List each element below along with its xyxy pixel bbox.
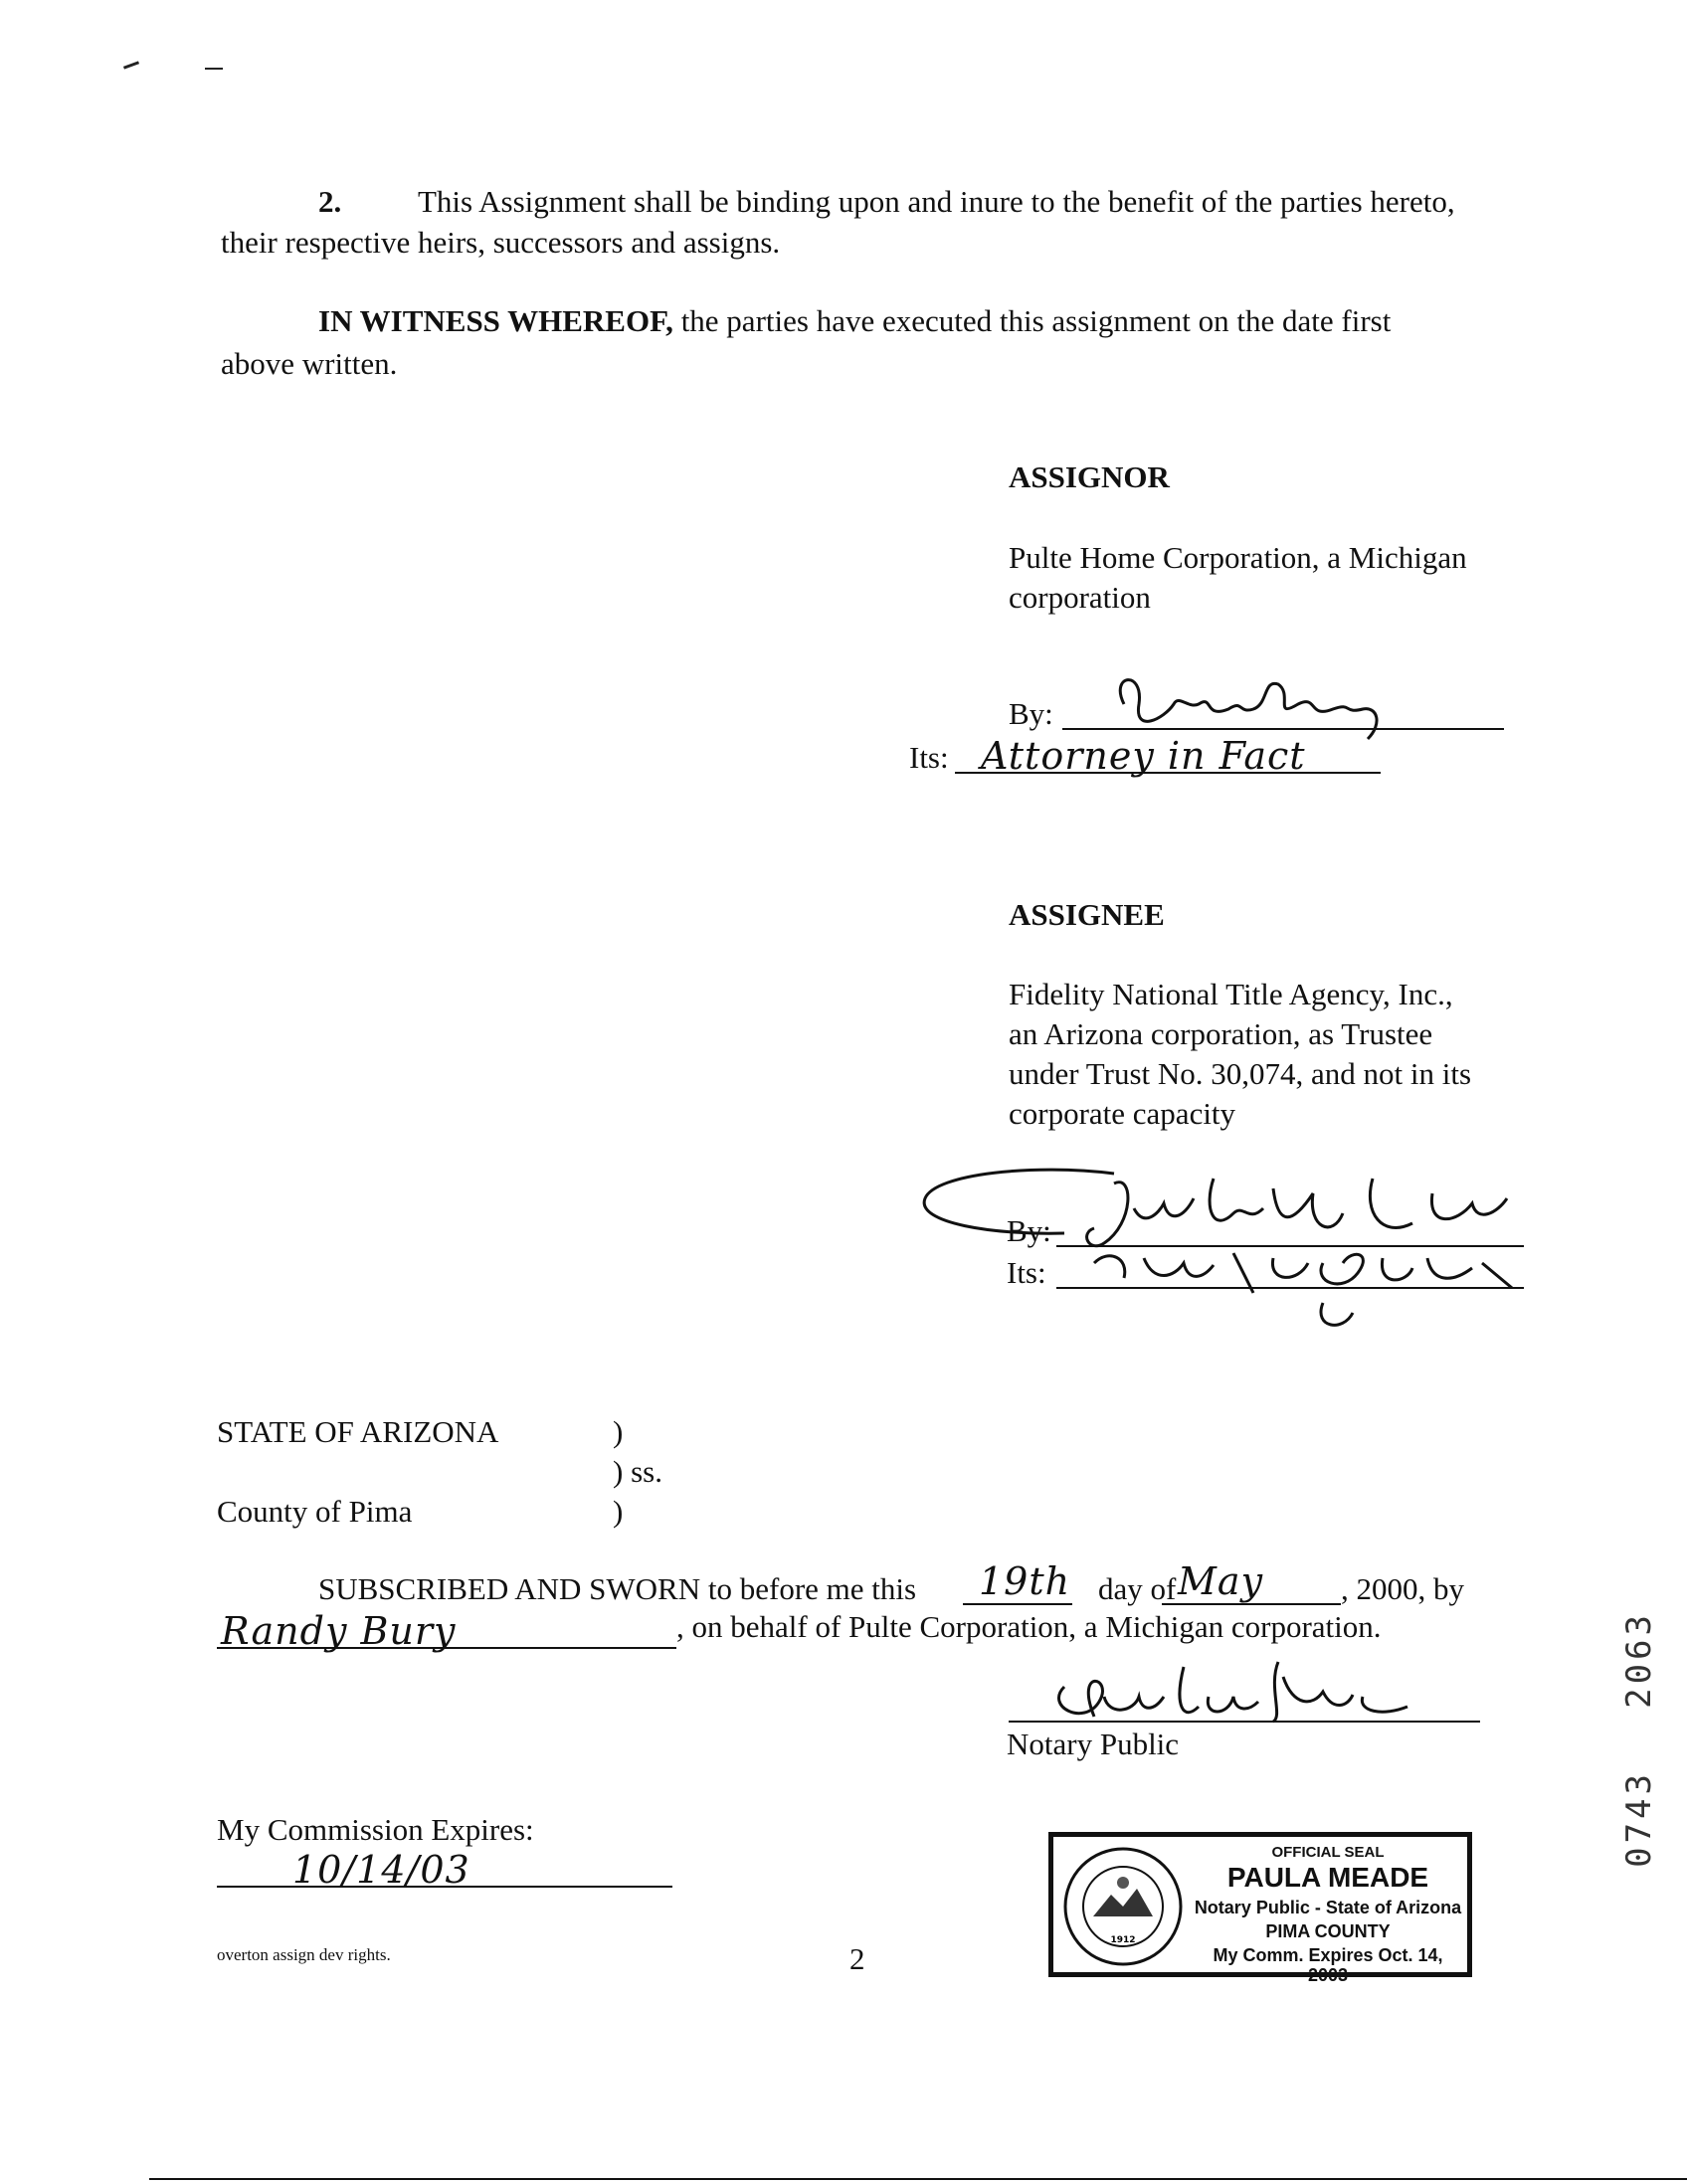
seal-county: PIMA COUNTY [1265, 1921, 1391, 1941]
bottom-scan-edge [149, 2178, 1687, 2180]
assignor-by-label: By: [1009, 696, 1053, 731]
notary-public-label: Notary Public [1007, 1727, 1180, 1761]
assignor-name-line-1: Pulte Home Corporation, a Michigan [1009, 540, 1467, 575]
jurat-line-2: , on behalf of Pulte Corporation, a Michigan corporation. [676, 1609, 1382, 1644]
venue-paren-3: ) [613, 1494, 624, 1529]
assignor-name-line-2: corporation [1009, 580, 1151, 615]
assignor-its-label: Its: [909, 740, 949, 775]
paragraph-number: 2. [318, 184, 342, 219]
state-seal-emblem [1061, 1845, 1185, 1968]
paragraph-2-text: This Assignment shall be binding upon and inure to the benefit of the parties hereto, [418, 184, 1455, 219]
assignor-its-handwritten: Attorney in Fact [981, 734, 1306, 778]
margin-recording-number-upper: 2063 [1619, 1611, 1659, 1709]
venue-ss: ) ss. [613, 1454, 662, 1489]
assignee-name-line-4: corporate capacity [1009, 1096, 1236, 1131]
witness-line-2: above written. [221, 346, 398, 381]
jurat-day-line [963, 1603, 1072, 1605]
seal-notary-state: Notary Public - State of Arizona [1194, 1898, 1462, 1917]
assignee-its-label: Its: [1007, 1255, 1046, 1290]
page-number: 2 [849, 1941, 865, 1976]
seal-name: PAULA MEADE [1226, 1862, 1429, 1893]
paragraph-2-line-2: their respective heirs, successors and assigns. [221, 225, 781, 260]
witness-text: the parties have executed this assignment on the date first [680, 303, 1392, 338]
witness-lead: IN WITNESS WHEREOF, [318, 303, 673, 338]
venue-county: County of Pima [217, 1494, 413, 1529]
seal-title: OFFICIAL SEAL [1271, 1844, 1385, 1861]
scan-speck [205, 68, 223, 70]
margin-recording-number-lower: 0743 [1619, 1770, 1659, 1868]
jurat-month: May [1178, 1559, 1264, 1603]
commission-label: My Commission Expires: [217, 1812, 534, 1847]
jurat-month-line [1162, 1603, 1341, 1605]
assignee-by-label: By: [1007, 1213, 1051, 1248]
scan-speck [123, 61, 139, 69]
assignee-heading: ASSIGNEE [1009, 897, 1165, 932]
jurat-line-1-b: day of [1098, 1571, 1177, 1606]
paragraph-2-line-1 [221, 181, 1514, 222]
assignee-name-line-3: under Trust No. 30,074, and not in its [1009, 1056, 1472, 1091]
seal-expiration: My Comm. Expires Oct. 14, 2003 [1213, 1945, 1443, 1985]
venue-state: STATE OF ARIZONA [217, 1414, 499, 1449]
assignee-signature [915, 1154, 1532, 1343]
commission-date: 10/14/03 [292, 1848, 470, 1892]
assignor-heading: ASSIGNOR [1009, 459, 1170, 494]
assignee-name-line-1: Fidelity National Title Agency, Inc., [1009, 977, 1453, 1011]
venue-paren-1: ) [613, 1414, 624, 1449]
assignor-signature [1104, 664, 1403, 744]
witness-line-1 [318, 300, 1391, 341]
jurat-line-1-a: SUBSCRIBED AND SWORN to before me this [318, 1571, 917, 1606]
jurat-line-1-c: , 2000, by [1341, 1571, 1464, 1606]
official-seal [1048, 1832, 1472, 1985]
seal-year: 1912 [1110, 1935, 1136, 1945]
jurat-day: 19th [979, 1559, 1071, 1603]
jurat-signer-name: Randy Bury [221, 1609, 457, 1653]
footer-file-name: overton assign dev rights. [217, 1945, 391, 1964]
notary-signature [1025, 1647, 1422, 1730]
assignee-name-line-2: an Arizona corporation, as Trustee [1009, 1016, 1433, 1051]
